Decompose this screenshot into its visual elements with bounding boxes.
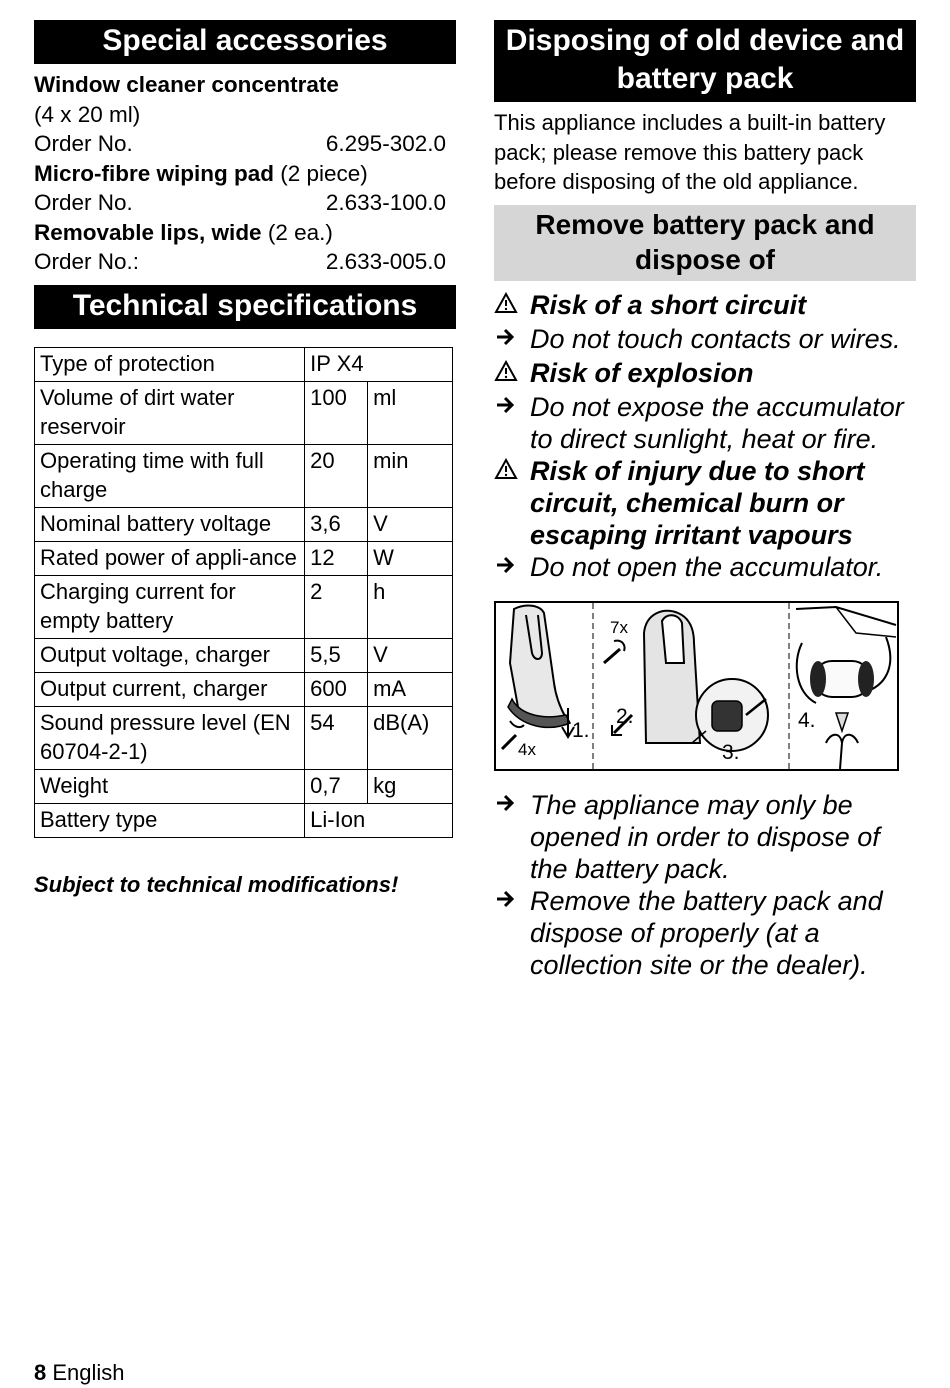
action-text: Remove the battery pack and dispose of properly (at a collection site or the dealer). [530, 885, 883, 980]
accessory-item: Window cleaner concentrate [34, 72, 339, 97]
spec-value: 20 [305, 444, 368, 507]
spec-unit: kg [368, 769, 453, 803]
spec-value: IP X4 [305, 347, 453, 381]
arrow-right-icon [494, 885, 530, 919]
spec-value: 100 [305, 381, 368, 444]
specs-heading: Technical specifications [34, 285, 456, 329]
spec-label: Weight [35, 769, 305, 803]
disposal-heading: Disposing of old device and battery pack [494, 20, 916, 102]
spec-value: 54 [305, 706, 368, 769]
accessory-item: Micro-fibre wiping pad (2 piece) [34, 160, 368, 186]
specs-row [35, 706, 453, 769]
spec-label: Output voltage, charger [35, 638, 305, 672]
specs-row [35, 672, 453, 706]
spec-unit: dB(A) [368, 706, 453, 769]
action-line [494, 391, 916, 455]
spec-unit: min [368, 444, 453, 507]
action-line [494, 885, 916, 981]
warning-text: Risk of injury due to short circuit, chemical burn or escaping irritant vapours [530, 455, 865, 550]
spec-label: Output current, charger [35, 672, 305, 706]
accessory-detail: (4 x 20 ml) [34, 101, 141, 127]
specs-note: Subject to technical modifications! [34, 871, 399, 897]
figure-label-7x: 7x [610, 617, 628, 637]
accessory-order: Order No. 2.633-100.0 [34, 190, 446, 215]
action-text: Do not expose the accumulator to direct sunlight, heat or fire. [530, 391, 904, 454]
spec-value: 600 [305, 672, 368, 706]
spec-label: Sound pressure level (EN 60704-2-1) [35, 706, 305, 769]
specs-row [35, 507, 453, 541]
warning-triangle-icon [494, 455, 530, 489]
spec-unit: V [368, 507, 453, 541]
specs-row [35, 347, 453, 381]
warning-line [494, 455, 916, 551]
disposal-intro: This appliance includes a built-in battery pack; please remove this battery pack before disposing of the old appliance. [494, 110, 886, 194]
footer-language: English [46, 1360, 125, 1385]
action-line [494, 789, 916, 885]
warning-triangle-icon [494, 289, 530, 323]
left-column [34, 20, 456, 898]
spec-unit: V [368, 638, 453, 672]
battery-removal-illustration [496, 603, 897, 769]
spec-value: 2 [305, 575, 368, 638]
specs-table [34, 347, 453, 838]
figure-label-step2: 2. [616, 704, 634, 728]
warnings-list [494, 289, 916, 585]
spec-unit: ml [368, 381, 453, 444]
spec-label: Charging current for empty battery [35, 575, 305, 638]
warning-triangle-icon [494, 357, 530, 391]
accessory-item: Removable lips, wide (2 ea.) [34, 219, 333, 245]
spec-label: Battery type [35, 803, 305, 837]
specs-row [35, 541, 453, 575]
figure-label-step1: 1. [572, 718, 590, 742]
spec-unit: mA [368, 672, 453, 706]
accessories-list [34, 70, 456, 277]
specs-row [35, 769, 453, 803]
spec-value: 12 [305, 541, 368, 575]
spec-value: 0,7 [305, 769, 368, 803]
specs-row [35, 381, 453, 444]
spec-label: Rated power of appli-ance [35, 541, 305, 575]
steps-list [494, 789, 916, 981]
figure-label-step3: 3. [722, 740, 740, 764]
page-number: 8 [34, 1360, 47, 1385]
spec-value: 5,5 [305, 638, 368, 672]
specs-row [35, 803, 453, 837]
spec-label: Type of protection [35, 347, 305, 381]
spec-value: Li-Ion [305, 803, 453, 837]
accessory-order: Order No.: 2.633-005.0 [34, 249, 446, 274]
spec-label: Nominal battery voltage [35, 507, 305, 541]
warning-line [494, 289, 916, 323]
figure-label-4x: 4x [518, 739, 536, 759]
action-line [494, 323, 916, 357]
spec-unit: W [368, 541, 453, 575]
arrow-right-icon [494, 391, 530, 425]
arrow-right-icon [494, 551, 530, 585]
arrow-right-icon [494, 789, 530, 823]
spec-label: Volume of dirt water reservoir [35, 381, 305, 444]
action-text: The appliance may only be opened in order to dispose of the battery pack. [530, 789, 880, 884]
warning-text: Risk of a short circuit [530, 289, 807, 320]
arrow-right-icon [494, 323, 530, 357]
accessories-heading: Special accessories [34, 20, 456, 64]
accessory-order: Order No. 6.295-302.0 [34, 131, 446, 156]
action-line [494, 551, 916, 585]
right-column [494, 20, 916, 981]
specs-row [35, 638, 453, 672]
warning-line [494, 357, 916, 391]
specs-row [35, 444, 453, 507]
specs-row [35, 575, 453, 638]
action-text: Do not open the accumulator. [530, 551, 884, 582]
page-footer [34, 1360, 125, 1386]
action-text: Do not touch contacts or wires. [530, 323, 901, 354]
figure-label-step4: 4. [798, 708, 816, 732]
disposal-subheading: Remove battery pack and dispose of [494, 205, 916, 281]
spec-value: 3,6 [305, 507, 368, 541]
warning-text: Risk of explosion [530, 357, 754, 388]
spec-label: Operating time with full charge [35, 444, 305, 507]
battery-removal-figure [494, 601, 899, 771]
spec-unit: h [368, 575, 453, 638]
